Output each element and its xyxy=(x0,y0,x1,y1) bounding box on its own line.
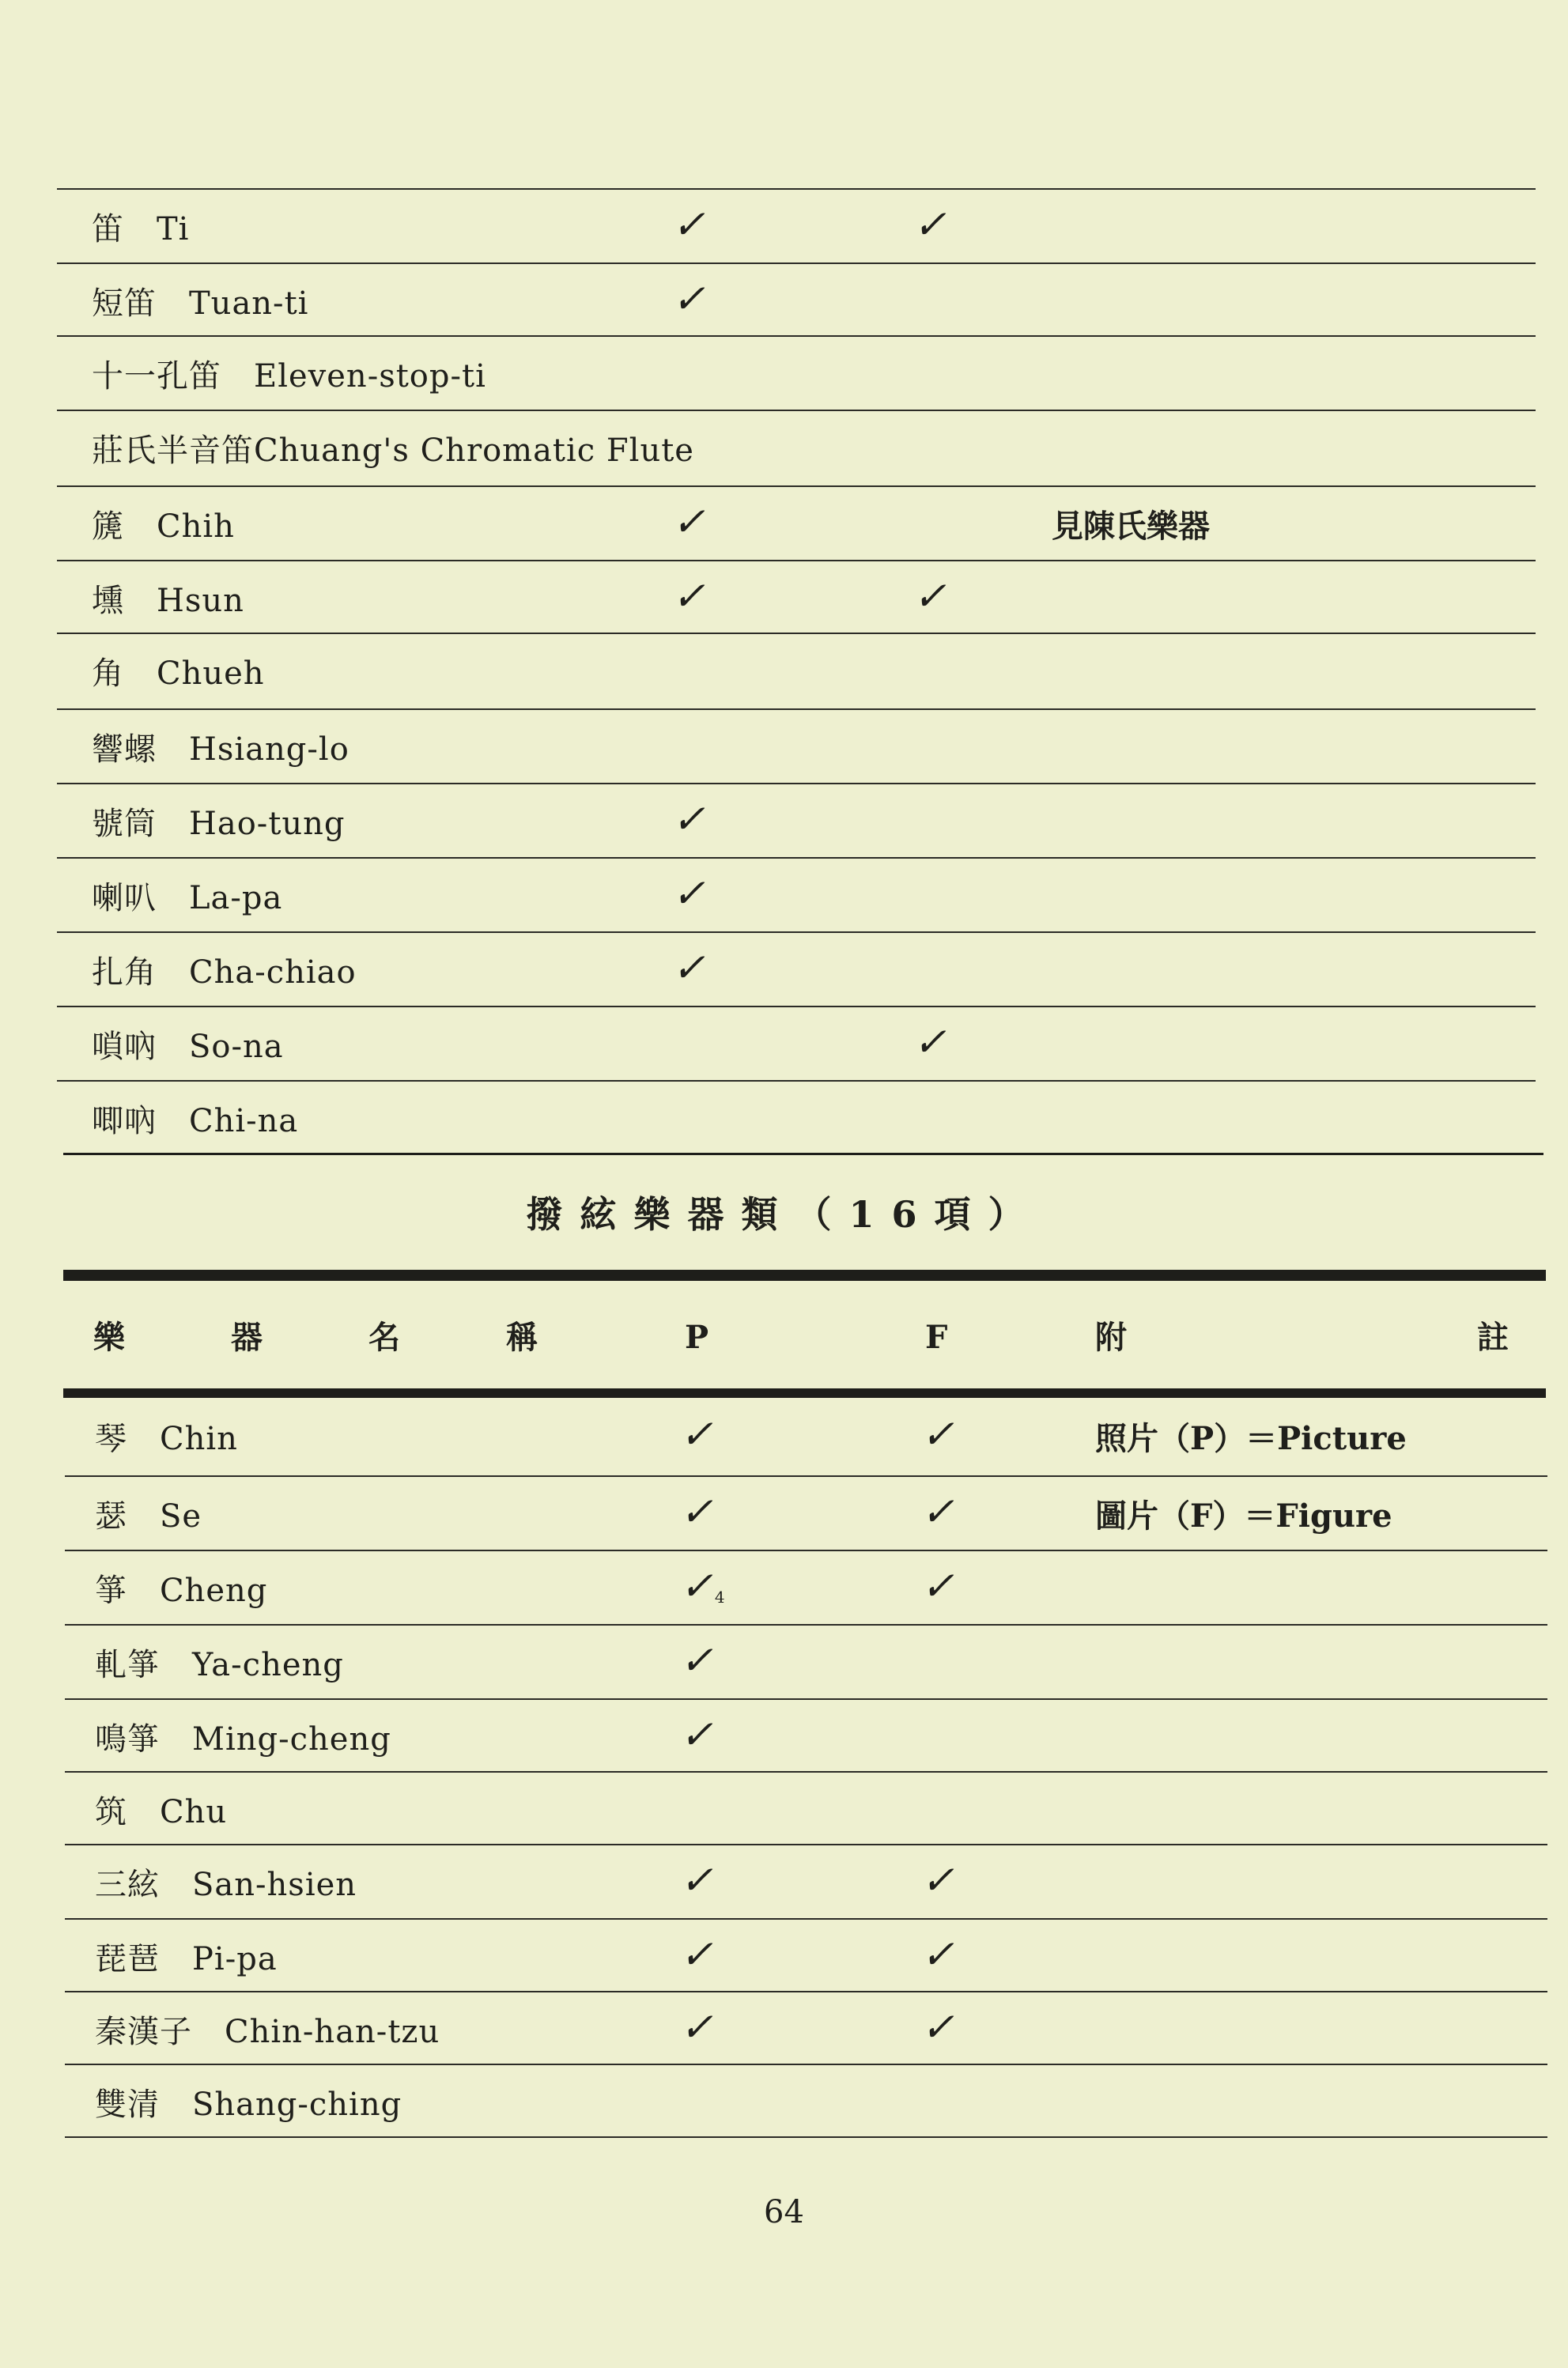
instrument-name: 篪 Chih xyxy=(92,508,235,545)
instrument-name: 扎角 Cha-chiao xyxy=(92,954,357,991)
instrument-name: 嗩吶 So-na xyxy=(92,1029,284,1065)
header-note-char: 附 xyxy=(1095,1319,1127,1356)
row-note: 圖片（F）＝Figure xyxy=(1095,1497,1392,1535)
table-row xyxy=(55,337,1542,411)
figure-check: ✓ xyxy=(921,1857,954,1903)
table-row xyxy=(55,190,1542,264)
table-row xyxy=(55,561,1542,636)
instrument-name: 喇叭 La-pa xyxy=(92,880,283,916)
figure-check: ✓ xyxy=(921,2004,954,2050)
instrument-name: 笛 Ti xyxy=(92,211,190,247)
table-row xyxy=(55,411,1542,485)
instrument-name: 秦漢子 Chin-han-tzu xyxy=(95,2014,440,2050)
instrument-name: 角 Chueh xyxy=(92,655,265,692)
instrument-name: 唧吶 Chi-na xyxy=(92,1103,299,1139)
picture-check: ✓ xyxy=(672,945,705,991)
table-row xyxy=(55,933,1542,1007)
instrument-name: 鳴箏 Ming-cheng xyxy=(95,1721,391,1758)
header-name-char: 樂 xyxy=(93,1319,125,1356)
picture-check: ✓ xyxy=(672,202,705,247)
header-name-char: 器 xyxy=(231,1319,263,1356)
table-row xyxy=(55,634,1542,708)
instrument-name: 三絃 San-hsien xyxy=(95,1867,357,1903)
instrument-name: 琴 Chin xyxy=(95,1421,238,1457)
table-row xyxy=(55,487,1542,561)
figure-check: ✓ xyxy=(921,1932,954,1977)
table-row xyxy=(55,784,1542,859)
picture-check: ✓ xyxy=(680,1637,713,1683)
picture-check: ✓ xyxy=(680,1932,713,1977)
table-row xyxy=(55,1007,1542,1082)
picture-check: ✓ xyxy=(680,2004,713,2050)
table-row xyxy=(63,1700,1550,1774)
instrument-name: 箏 Cheng xyxy=(95,1573,268,1609)
table-bottom-rule xyxy=(63,1153,1543,1155)
figure-check: ✓ xyxy=(921,1489,954,1535)
picture-check: ✓ xyxy=(672,573,705,619)
header-top-rule xyxy=(63,1270,1546,1281)
page-number: 64 xyxy=(764,2194,804,2230)
picture-check: ✓ xyxy=(680,1857,713,1903)
picture-check: ✓ xyxy=(680,1411,713,1457)
header-name-char: 稱 xyxy=(506,1319,538,1356)
table-row xyxy=(63,1773,1550,1847)
row-note: 見陳氏樂器 xyxy=(1052,508,1210,545)
row-note: 照片（P）＝Picture xyxy=(1095,1420,1407,1457)
figure-check: ✓ xyxy=(913,573,946,619)
table-row xyxy=(63,1845,1550,1920)
table-row xyxy=(55,1082,1542,1156)
instrument-name: 莊氏半音笛Chuang's Chromatic Flute xyxy=(92,432,694,469)
instrument-name: 琵琶 Pi-pa xyxy=(95,1941,278,1977)
picture-check xyxy=(680,2083,682,2128)
figure-check: ✓ xyxy=(913,202,946,247)
picture-check: ✓ xyxy=(680,1712,713,1758)
header-bottom-rule xyxy=(63,1388,1546,1398)
picture-check: ✓ xyxy=(672,796,705,842)
instrument-name: 筑 Chu xyxy=(95,1794,228,1830)
figure-check: ✓ xyxy=(913,1019,946,1065)
picture-check: ✓ xyxy=(672,499,705,545)
header-f: F xyxy=(925,1319,948,1356)
picture-check: ✓ xyxy=(680,1489,713,1535)
table-row xyxy=(55,264,1542,338)
instrument-name: 響螺 Hsiang-lo xyxy=(92,731,349,768)
figure-check: ✓ xyxy=(921,1563,954,1609)
figure-check: ✓ xyxy=(921,1411,954,1457)
table-row xyxy=(63,1626,1550,1700)
picture-check: ✓ $_4$ xyxy=(680,1563,725,1609)
table-row xyxy=(63,2065,1550,2140)
table-row xyxy=(63,1399,1550,1474)
table-row xyxy=(55,710,1542,784)
picture-check xyxy=(680,1790,682,1836)
instrument-name: 瑟 Se xyxy=(95,1498,202,1535)
instrument-name: 雙清 Shang-ching xyxy=(95,2087,402,2123)
instrument-name: 短笛 Tuan-ti xyxy=(92,285,309,322)
section-title: 撥絃樂器類（16項） xyxy=(526,1193,1042,1236)
table-row xyxy=(63,1551,1550,1626)
picture-check: ✓ xyxy=(672,276,705,322)
table-row xyxy=(63,1477,1550,1551)
table-row xyxy=(63,1992,1550,2067)
table-bottom-rule xyxy=(65,2136,1547,2138)
instrument-name: 壎 Hsun xyxy=(92,583,244,619)
instrument-name: 軋箏 Ya-cheng xyxy=(95,1647,344,1683)
header-name-char: 名 xyxy=(368,1319,400,1356)
table-row xyxy=(63,1920,1550,1994)
picture-check: ✓ xyxy=(672,871,705,916)
instrument-name: 十一孔笛 Eleven-stop-ti xyxy=(92,358,486,395)
header-note-char: 註 xyxy=(1477,1319,1509,1356)
instrument-name: 號筒 Hao-tung xyxy=(92,806,346,842)
table-row xyxy=(55,859,1542,933)
header-p: P xyxy=(685,1319,709,1356)
